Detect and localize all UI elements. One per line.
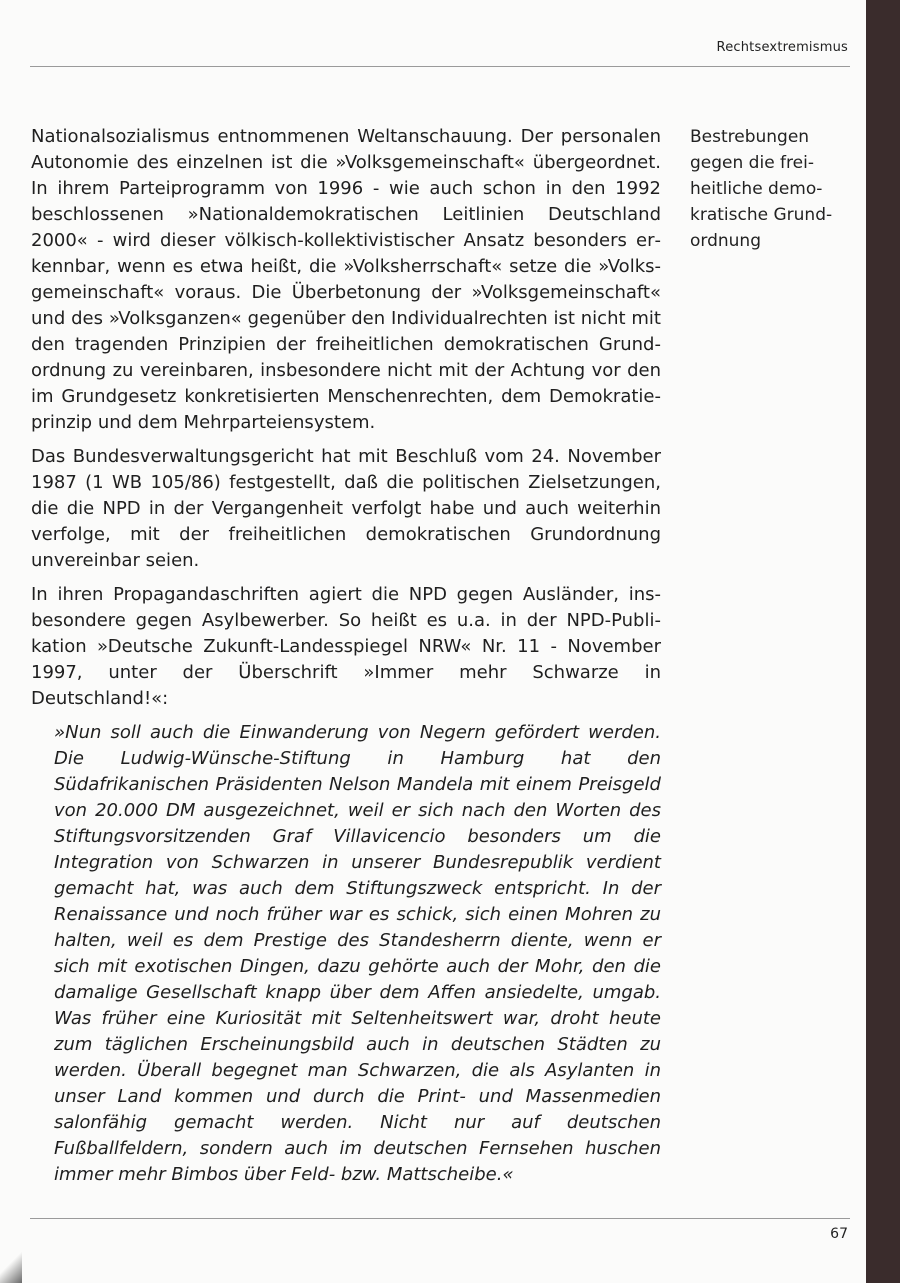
- page-number: 67: [830, 1226, 848, 1242]
- scan-corner-mark: [0, 1252, 22, 1283]
- page-edge-shadow: [866, 0, 900, 1283]
- running-header: Rechtsextremismus: [716, 40, 848, 55]
- paragraph-1: Nationalsozialismus entnommenen Weltanschauung. Der personalen Autonomie des einzelnen ist die »Volksgemeinschaft« übergeordnet. In ihrem Parteiprogramm von 1996 - wie auch schon in den 1992 beschlossenen »Nationaldemokratischen Leitlinien Deutschland 2000« - wird dieser völkisch-kollektivistischer Ansatz besonders erkennbar, wenn es etwa heißt, die »Volksherrschaft« setze die »Volksgemeinschaft« voraus. Die Überbetonung der »Volksgemeinschaft« und des »Volksganzen« gegenüber den Individualrechten ist nicht mit den tragenden Prinzipien der freiheitlichen demokratischen Grundordnung zu vereinbaren, insbesondere nicht mit der Achtung vor den im Grundgesetz konkretisierten Menschenrechten, dem Demokratieprinzip und dem Mehrparteiensystem.: [31, 126, 661, 433]
- block-quote: »Nun soll auch die Einwanderung von Negern gefördert werden. Die Ludwig-Wünsche-Stiftung in Hamburg hat den Südafrikanischen Präsidenten Nelson Mandela mit einem Preisgeld von 20.000 DM ausgezeichnet, weil er sich nach den Worten des Stiftungsvorsitzenden Graf Villavicencio besonders um die Integration von Schwarzen in unserer Bundesrepublik verdient gemacht hat, was auch dem Stiftungszweck entspricht. In der Renaissance und noch früher war es schick, sich einen Mohren zu halten, weil es dem Prestige des Standesherrn diente, wenn er sich mit exotischen Dingen, dazu gehörte auch der Mohr, den die damalige Gesellschaft knapp über dem Affen ansiedelte, umgab. Was früher eine Kuriosität mit Seltenheitswert war, droht heute zum täglichen Erscheinungsbild auch in deutschen Städten zu werden. Überall begegnet man Schwarzen, die als Asylanten in unser Land kommen und durch die Print- und Massenmedien salonfähig gemacht werden. Nicht nur auf deutschen Fußballfeldern, sondern auch im deutschen Fernsehen huschen immer mehr Bimbos über Feld- bzw. Mattscheibe.«: [54, 722, 661, 1185]
- header-divider: [30, 66, 850, 67]
- paragraph-3: In ihren Propagandaschriften agiert die NPD gegen Ausländer, insbesondere gegen Asylbewerber. So heißt es u.a. in der NPD-Publikation »Deutsche Zukunft-Landesspiegel NRW« Nr. 11 - November 1997, unter der Überschrift »Immer mehr Schwarze in Deutschland!«:: [31, 584, 661, 709]
- margin-note: Bestrebungen gegen die freiheitliche demokratische Grundordnung: [690, 127, 833, 251]
- footer-divider: [30, 1218, 850, 1219]
- body-text: [31, 124, 661, 1196]
- paragraph-2: Das Bundesverwaltungsgericht hat mit Beschluß vom 24. November 1987 (1 WB 105/86) festgestellt, daß die politischen Zielsetzungen, die die NPD in der Vergangenheit verfolgt habe und auch weiterhin verfolge, mit der freiheitlichen demokratischen Grundordnung unvereinbar seien.: [31, 446, 661, 571]
